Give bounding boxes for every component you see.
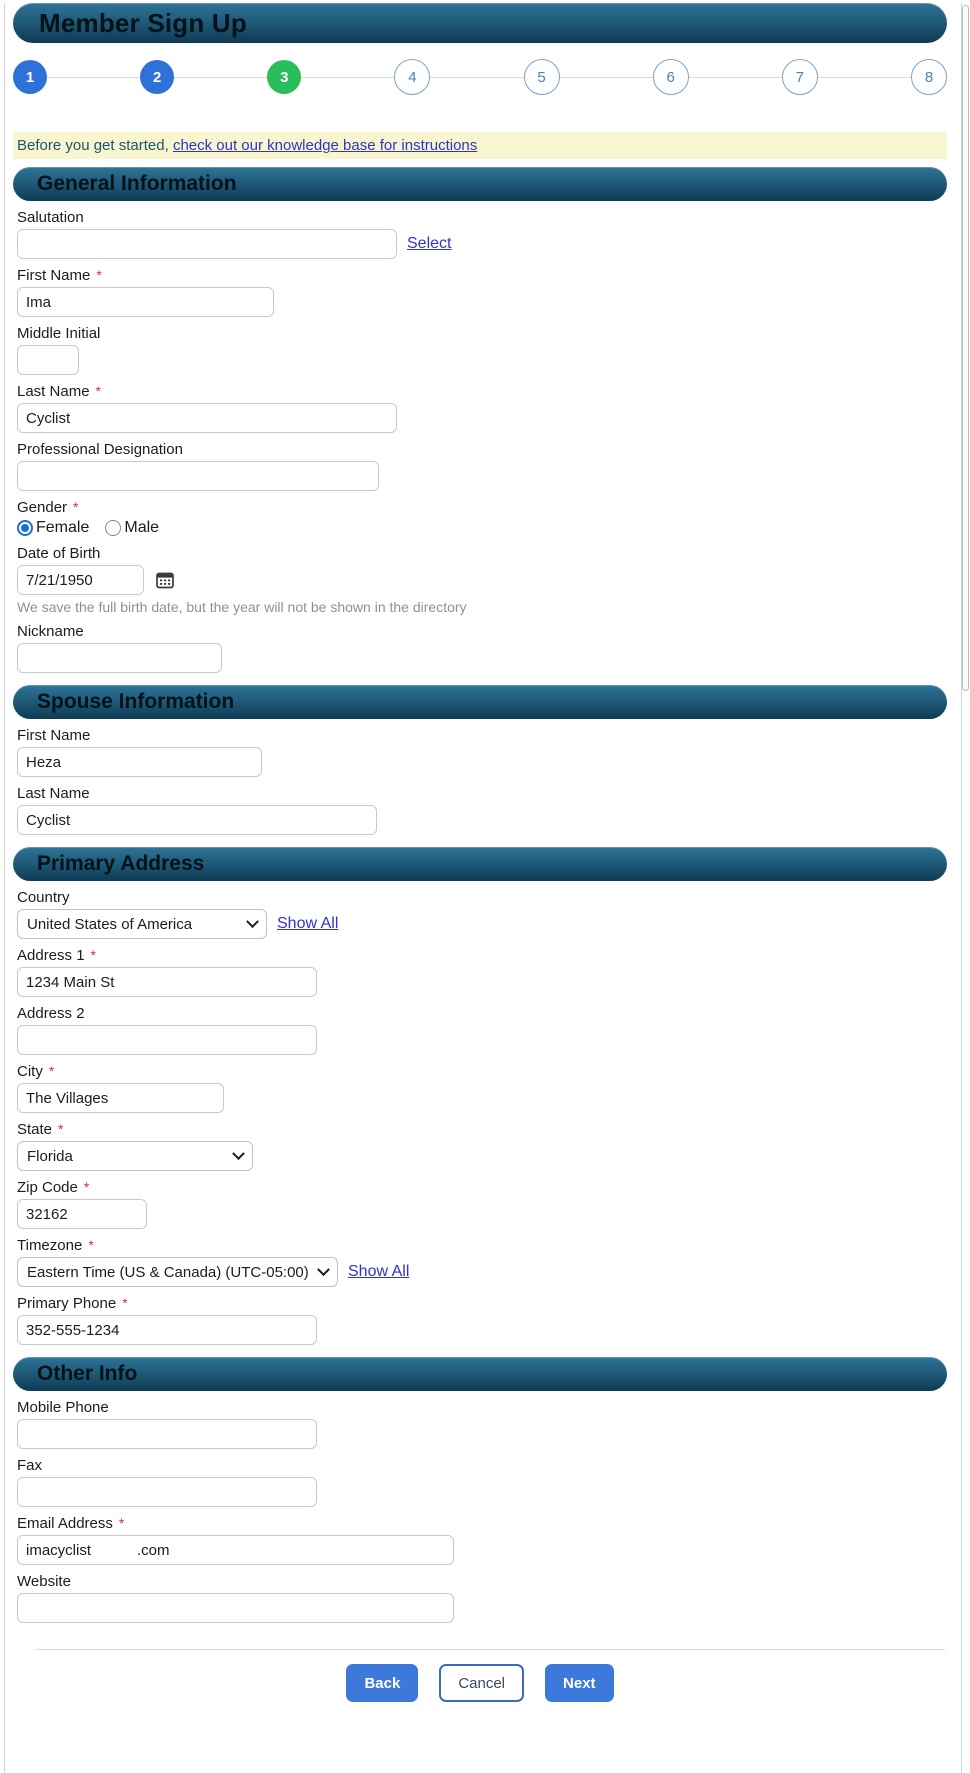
step-3[interactable]: 3 — [267, 60, 301, 94]
field-timezone — [17, 1237, 947, 1287]
knowledge-base-banner — [13, 132, 947, 159]
zip-input[interactable] — [17, 1199, 147, 1229]
date-of-birth-input[interactable] — [17, 565, 144, 595]
scrollbar-thumb[interactable] — [962, 5, 969, 691]
required-asterisk: * — [90, 947, 96, 963]
field-label: Mobile Phone — [17, 1399, 109, 1416]
nickname-input[interactable] — [17, 643, 222, 673]
required-asterisk: * — [48, 1063, 55, 1079]
field-label: Nickname — [17, 623, 84, 640]
email-domain-suffix: .com — [137, 1541, 170, 1559]
email-local-part: imacyclist — [26, 1541, 92, 1559]
step-1[interactable]: 1 — [13, 60, 47, 94]
radio-button-icon — [105, 520, 121, 536]
section-title: Primary Address — [37, 852, 205, 875]
footer-divider — [35, 1649, 945, 1650]
field-address2 — [17, 1005, 947, 1055]
required-asterisk: * — [88, 1237, 94, 1253]
back-button[interactable]: Back — [346, 1664, 418, 1702]
spouse-first-name-input[interactable] — [17, 747, 262, 777]
calendar-icon[interactable] — [156, 572, 174, 589]
field-label: Primary Phone — [17, 1295, 117, 1312]
required-asterisk: * — [122, 1295, 128, 1311]
cancel-button[interactable]: Cancel — [439, 1664, 524, 1702]
state-select[interactable] — [17, 1141, 253, 1171]
section-title: Spouse Information — [37, 690, 235, 713]
section-other-info — [13, 1357, 947, 1391]
field-label: Gender — [17, 499, 68, 516]
primary-phone-input[interactable] — [17, 1315, 317, 1345]
field-label: First Name — [17, 267, 91, 284]
required-asterisk: * — [58, 1121, 64, 1137]
chevron-down-icon — [246, 915, 259, 928]
radio-label: Male — [124, 519, 160, 536]
gender-radio-male[interactable] — [105, 519, 159, 537]
field-professional-designation — [17, 441, 947, 491]
field-primary-phone — [17, 1295, 947, 1345]
field-label: Professional Designation — [17, 441, 183, 458]
section-primary-address — [13, 847, 947, 881]
timezone-select[interactable] — [17, 1257, 338, 1287]
chevron-down-icon — [232, 1147, 245, 1160]
field-date-of-birth — [17, 545, 947, 615]
step-4[interactable]: 4 — [394, 59, 430, 95]
field-email — [17, 1515, 947, 1565]
field-label: City — [17, 1063, 43, 1080]
section-title: Other Info — [37, 1362, 138, 1385]
field-label: Timezone — [17, 1237, 83, 1254]
step-8[interactable]: 8 — [911, 59, 947, 95]
progress-stepper — [13, 58, 947, 96]
country-show-all-link[interactable]: Show All — [277, 915, 339, 932]
required-asterisk: * — [73, 499, 79, 515]
section-spouse-information — [13, 685, 947, 719]
section-general-information — [13, 167, 947, 201]
section-title: General Information — [37, 172, 237, 195]
email-input[interactable] — [17, 1535, 454, 1565]
address1-input[interactable] — [17, 967, 317, 997]
field-label: Address 2 — [17, 1005, 85, 1022]
field-label: Last Name — [17, 785, 90, 802]
field-label: First Name — [17, 727, 91, 744]
field-state — [17, 1121, 947, 1171]
knowledge-base-link[interactable]: check out our knowledge base for instructions — [172, 137, 478, 154]
timezone-show-all-link[interactable]: Show All — [348, 1263, 410, 1280]
website-input[interactable] — [17, 1593, 454, 1623]
field-label: Last Name — [17, 383, 90, 400]
field-nickname — [17, 623, 947, 673]
signup-form-page — [4, 3, 962, 1773]
salutation-input[interactable] — [17, 229, 397, 259]
selected-state: Florida — [27, 1147, 73, 1165]
field-country — [17, 889, 947, 939]
step-5[interactable]: 5 — [524, 59, 560, 95]
field-website — [17, 1573, 947, 1623]
field-middle-initial — [17, 325, 947, 375]
field-label: Salutation — [17, 209, 84, 226]
first-name-input[interactable] — [17, 287, 274, 317]
selected-timezone: Eastern Time (US & Canada) (UTC-05:00) — [27, 1263, 309, 1281]
professional-designation-input[interactable] — [17, 461, 379, 491]
next-button[interactable]: Next — [545, 1664, 614, 1702]
field-mobile-phone — [17, 1399, 947, 1449]
step-6[interactable]: 6 — [653, 59, 689, 95]
country-select[interactable] — [17, 909, 267, 939]
radio-label: Female — [36, 519, 90, 536]
required-asterisk: * — [118, 1515, 125, 1531]
spouse-last-name-input[interactable] — [17, 805, 377, 835]
salutation-select-link[interactable]: Select — [407, 235, 452, 252]
field-spouse-first-name — [17, 727, 947, 777]
field-label: Date of Birth — [17, 545, 101, 562]
step-2[interactable]: 2 — [140, 60, 174, 94]
address2-input[interactable] — [17, 1025, 317, 1055]
required-asterisk: * — [95, 383, 101, 399]
field-city — [17, 1063, 947, 1113]
step-7[interactable]: 7 — [782, 59, 818, 95]
field-fax — [17, 1457, 947, 1507]
field-label: Email Address — [17, 1515, 113, 1532]
field-label: Website — [17, 1573, 71, 1590]
field-label: Country — [17, 889, 70, 906]
footer-buttons — [13, 1664, 947, 1702]
selected-country: United States of America — [27, 915, 193, 933]
field-spouse-last-name — [17, 785, 947, 835]
field-label: Middle Initial — [17, 325, 101, 342]
city-input[interactable] — [17, 1083, 224, 1113]
required-asterisk: * — [83, 1179, 90, 1195]
banner-text: Before you get started, — [17, 137, 169, 154]
page-title — [13, 3, 947, 43]
mobile-phone-input[interactable] — [17, 1419, 317, 1449]
page-title-text: Member Sign Up — [39, 7, 247, 38]
field-label: Address 1 — [17, 947, 85, 964]
last-name-input[interactable] — [17, 403, 397, 433]
chevron-down-icon — [317, 1263, 330, 1276]
field-salutation — [17, 209, 947, 259]
radio-button-icon — [17, 520, 33, 536]
middle-initial-input[interactable] — [17, 345, 79, 375]
field-label: Zip Code — [17, 1179, 78, 1196]
required-asterisk: * — [96, 267, 102, 283]
field-address1 — [17, 947, 947, 997]
field-label: State — [17, 1121, 53, 1138]
dob-helper-text: We save the full birth date, but the year will not be shown in the directory — [17, 599, 467, 615]
gender-radio-female[interactable] — [17, 519, 89, 537]
field-last-name — [17, 383, 947, 433]
fax-input[interactable] — [17, 1477, 317, 1507]
field-first-name — [17, 267, 947, 317]
field-gender — [17, 499, 947, 537]
field-label: Fax — [17, 1457, 43, 1474]
field-zip — [17, 1179, 947, 1229]
